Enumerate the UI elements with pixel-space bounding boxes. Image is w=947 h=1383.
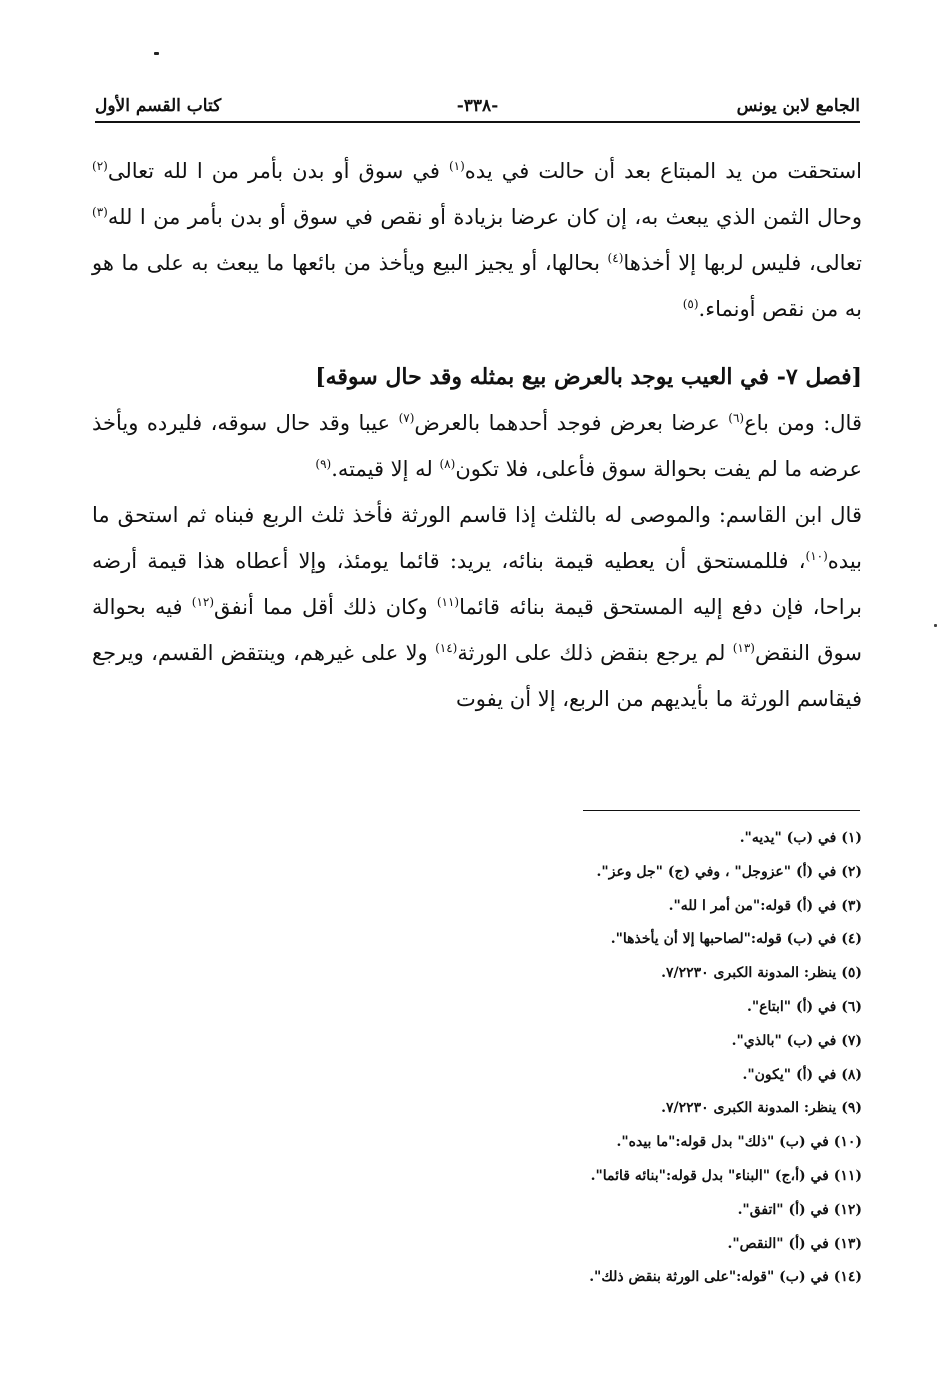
page-number: -٣٣٨- [456, 96, 499, 116]
footnote: (١) في (ب) "يديه". [739, 830, 862, 846]
running-header [95, 92, 860, 124]
footnote-ref: (١٢) [191, 595, 215, 609]
footnotes-list [400, 822, 862, 1295]
text-run: وحال الثمن الذي يبعث به، إن كان عرضا بزيادة أو نقص في سوق أو بدن بأمر من ا لله [107, 205, 862, 229]
text-run: عيبا وقد حال سوقه، فليرده ويأخذ عرضه ما لم يفت بحوالة سوق فأعلى، فلا تكون [92, 411, 862, 481]
footnote-ref: (٦) [728, 411, 745, 425]
text-run: في سوق أو بدن بأمر من ا لله تعالى [107, 159, 449, 183]
body-paragraph [92, 148, 862, 332]
footnote-ref: (١٤) [435, 641, 458, 655]
footnote-ref: (١٠) [805, 549, 828, 563]
footnote: (١١) في (أ،ج) "البناء" بدل قوله:"بنائه قائما". [590, 1167, 862, 1184]
footnote-ref: (١١) [436, 595, 460, 609]
scan-speck [934, 624, 937, 627]
footnote: (١٢) في (أ) "اتفق". [737, 1201, 862, 1218]
text-run: ، فللمستحق أن يعطيه قيمة بنائه، يريد: قائما يومئذ، وإلا أعطاه هذا قيمة أرضه براحا، فإن دفع إليه المستحق قيمة بنائه قائما [92, 549, 862, 619]
text-run: ولا على غيرهم، وينتقض القسم، ويرجع فيقاسم الورثة ما بأيديهم من الربع، إلا أن يفوت [92, 641, 862, 711]
footnote-separator [583, 810, 860, 811]
footnote-ref: (٢) [92, 159, 108, 173]
footnote: (١٠) في (ب) "ذلك" بدل قوله:"ما بيده". [616, 1134, 862, 1151]
footnote-ref: (٧) [398, 411, 415, 425]
text-run: تعالى، فليس لربها إلا أخذها [623, 251, 863, 275]
footnote: (٦) في (أ) "ابتاع". [747, 998, 862, 1015]
body-paragraph [92, 492, 862, 722]
text-run: لم يرجع بنقض ذلك على الورثة [457, 641, 733, 665]
text-run: له إلا قيمته. [331, 457, 440, 481]
scan-speck [154, 52, 159, 55]
footnote: (٩) ينظر: المدونة الكبرى ٧/٢٢٣٠. [661, 1100, 862, 1117]
text-run: [فصل ٧- في العيب يوجد بالعرض بيع بمثله وقد حال سوقه] [315, 364, 862, 390]
footnote: (٥) ينظر: المدونة الكبرى ٧/٢٢٣٠. [661, 965, 862, 982]
footnote: (٣) في (أ) قوله:"من أمر ا لله". [668, 897, 862, 914]
footnote-ref: (١) [448, 159, 465, 173]
footnote: (٢) في (أ) "عزوجل" ، وفي (ج) "جل وعز". [596, 863, 862, 880]
footnote-ref: (٩) [315, 457, 332, 471]
footnote: (٤) في (ب) قوله:"لصاحبها إلا أن يأخذها". [610, 931, 862, 948]
header-book-title: الجامع لابن يونس [736, 96, 860, 116]
text-run: فيه بحوالة سوق النقض [92, 595, 862, 665]
header-section-title: كتاب القسم الأول [95, 96, 222, 116]
text-run: قال: ومن باع [744, 411, 862, 435]
text-run: قال ابن القاسم: والموصى له بالثلث إذا قاسم الورثة فأخذ ثلث الربع فبناه ثم استحق ما بيده [92, 503, 863, 573]
footnote-ref: (٥) [682, 297, 699, 311]
footnote: (٧) في (ب) "بالذي". [731, 1032, 862, 1049]
footnote-ref: (١٣) [732, 641, 755, 655]
footnote: (٨) في (أ) "يكون". [742, 1066, 862, 1083]
footnote: (١٣) في (أ) "النقص". [727, 1235, 862, 1252]
footnote-ref: (٣) [92, 205, 108, 219]
text-run: عرضا بعرض فوجد أحدهما بالعرض [414, 411, 729, 435]
text-run: استحقت من يد المبتاع بعد أن حالت في يده [464, 159, 862, 183]
footnote-ref: (٨) [439, 457, 456, 471]
text-run: بحالها، أو يجيز البيع ويأخذ من بائعها ما يبعث به على ما هو به من نقص أونماء. [92, 251, 862, 321]
main-text [92, 148, 862, 722]
section-heading [92, 354, 862, 400]
footnote: (١٤) في (ب) "قوله:"على الورثة بنقض ذلك". [589, 1269, 862, 1286]
footnote-ref: (٤) [607, 251, 624, 265]
text-run: وكان ذلك أقل مما أنفق [214, 595, 437, 619]
body-paragraph [92, 400, 862, 492]
header-rule [95, 121, 860, 123]
